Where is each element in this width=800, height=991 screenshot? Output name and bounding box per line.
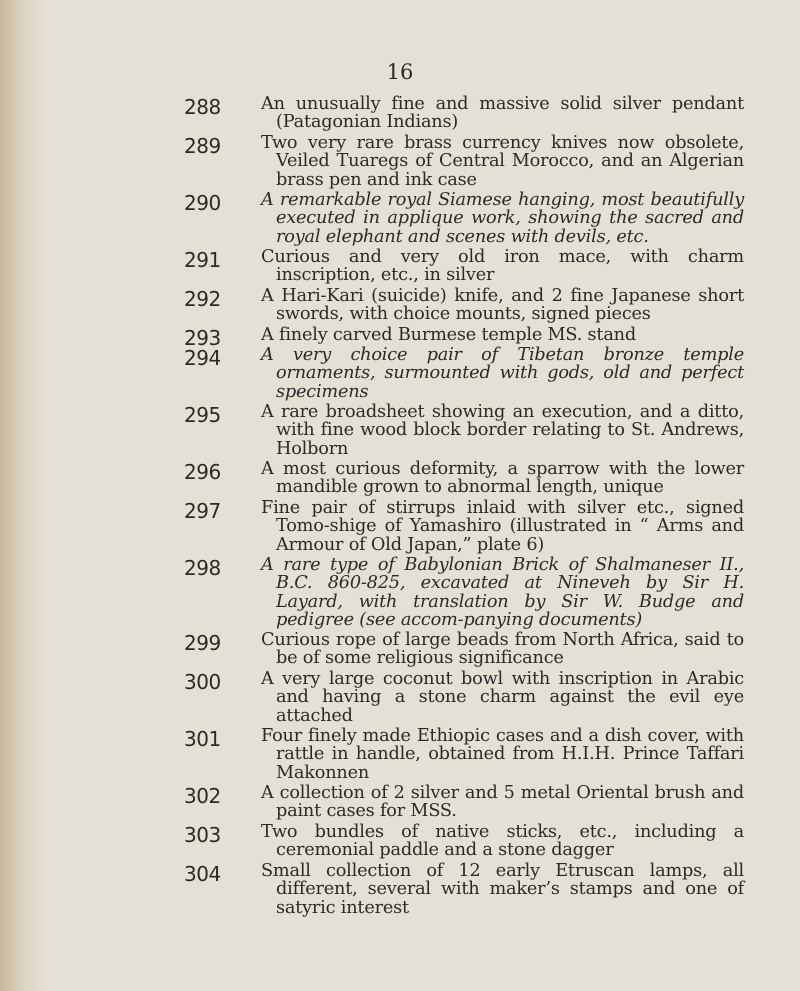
lot-description: A finely carved Burmese temple MS. stand: [261, 325, 636, 345]
lot-number: 289: [184, 134, 221, 158]
lot-description: A very large coconut bowl with inscription in Arabic and having a stone charm against the evil eye attached: [261, 669, 744, 726]
lot-number: 299: [184, 631, 221, 655]
lot-number: 291: [184, 248, 221, 272]
lot-number: 301: [184, 727, 221, 751]
lot-number: 303: [184, 823, 221, 847]
lot-number: 297: [184, 499, 221, 523]
lot-description: A remarkable royal Siamese hanging, most beautifully executed in applique work, showing the sacred and royal elephant and scenes with devils, etc.: [261, 190, 744, 247]
lot-description: A most curious deformity, a sparrow with the lower mandible grown to abnormal length, unique: [261, 459, 744, 498]
lot-description: Curious rope of large beads from North Africa, said to be of some religious significance: [261, 630, 744, 669]
lot-number: 292: [184, 287, 221, 311]
lot-number: 293: [184, 326, 221, 350]
lot-description: Two very rare brass currency knives now obsolete, Veiled Tuaregs of Central Morocco, and an Algerian brass pen and ink case: [261, 133, 744, 190]
lot-number: 294: [184, 346, 221, 370]
lot-description: A rare broadsheet showing an execution, and a ditto, with fine wood block border relating to St. Andrews, Holborn: [261, 402, 744, 459]
lot-description: A Hari-Kari (suicide) knife, and 2 fine Japanese short swords, with choice mounts, signed pieces: [261, 286, 744, 325]
lot-number: 300: [184, 670, 221, 694]
lot-number: 298: [184, 556, 221, 580]
page-edge-shadow: [0, 0, 46, 991]
lot-number: 304: [184, 862, 221, 886]
lot-description: A rare type of Babylonian Brick of Shalmaneser II., B.C. 860-825, excavated at Nineveh by Sir H. Layard, with translation by Sir W. Budge and pedigree (see accom-panying documents): [261, 555, 744, 630]
lot-number: 288: [184, 95, 221, 119]
lot-description: An unusually fine and massive solid silver pendant (Patagonian Indians): [261, 94, 744, 133]
lot-number: 290: [184, 191, 221, 215]
lot-description: A collection of 2 silver and 5 metal Oriental brush and paint cases for MSS.: [261, 783, 744, 822]
lot-description: A very choice pair of Tibetan bronze temple ornaments, surmounted with gods, old and perfect specimens: [261, 345, 744, 402]
lot-description: Two bundles of native sticks, etc., including a ceremonial paddle and a stone dagger: [261, 822, 744, 861]
lot-number: 302: [184, 784, 221, 808]
lot-description: Four finely made Ethiopic cases and a dish cover, with rattle in handle, obtained from H.I.H. Prince Taffari Makonnen: [261, 726, 744, 783]
lot-number: 296: [184, 460, 221, 484]
lot-description: Fine pair of stirrups inlaid with silver etc., signed Tomo-shige of Yamashiro (illustrated in “ Arms and Armour of Old Japan,” plate 6): [261, 498, 744, 555]
lot-number: 295: [184, 403, 221, 427]
page-number: 16: [386, 60, 414, 84]
lot-description: Small collection of 12 early Etruscan lamps, all different, several with maker’s stamps and one of satyric interest: [261, 861, 744, 918]
lot-description: Curious and very old iron mace, with charm inscription, etc., in silver: [261, 247, 744, 286]
